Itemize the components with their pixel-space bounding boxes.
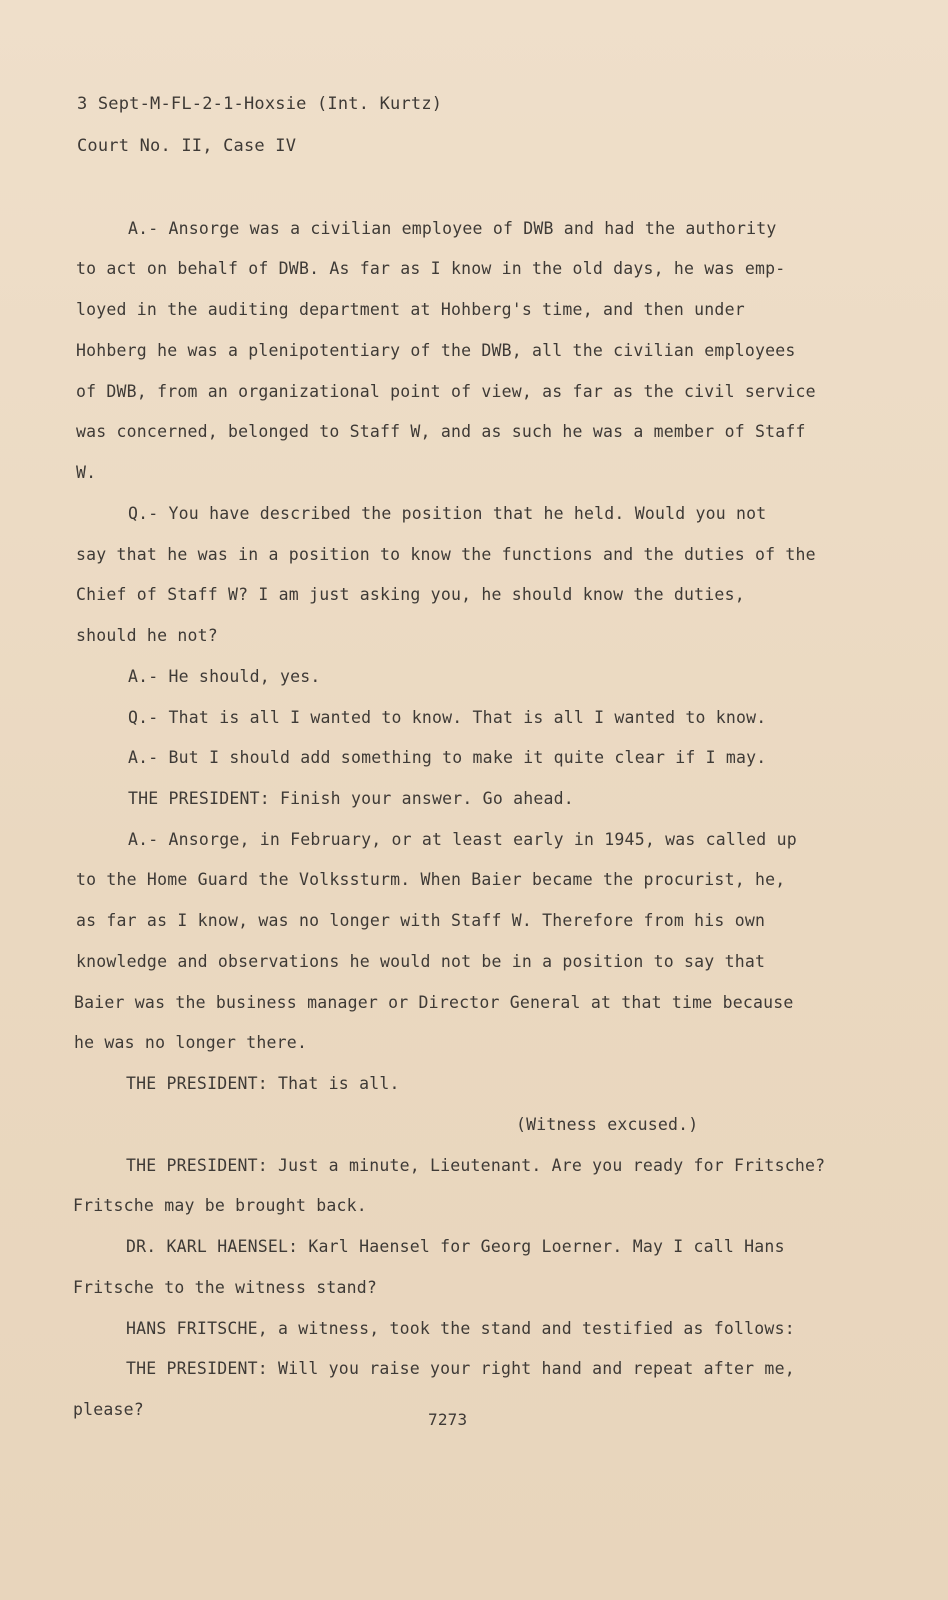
transcript-line: of DWB, from an organizational point of view, as far as the civil service [76,382,816,401]
transcript-line: (Witness excused.) [516,1115,699,1134]
transcript-line: say that he was in a position to know the functions and the duties of the [76,545,816,564]
transcript-line: loyed in the auditing department at Hohberg's time, and then under [76,300,745,319]
transcript-line: A.- Ansorge, in February, or at least early in 1945, was called up [128,830,797,849]
transcript-line: please? [73,1400,144,1419]
transcript-line: he was no longer there. [74,1033,308,1052]
transcript-line: THE PRESIDENT: Finish your answer. Go ahead. [128,789,574,808]
transcript-line: A.- But I should add something to make it quite clear if I may. [128,748,767,767]
transcript-line: as far as I know, was no longer with Staff W. Therefore from his own [76,911,766,930]
transcript-line: Fritsche may be brought back. [73,1196,367,1215]
transcript-line: Baier was the business manager or Director General at that time because [74,993,794,1012]
transcript-line: Fritsche to the witness stand? [73,1278,378,1297]
transcript-line: A.- Ansorge was a civilian employee of DWB and had the authority [128,219,777,238]
header-court-case: Court No. II, Case IV [77,136,297,156]
transcript-line: THE PRESIDENT: Will you raise your right hand and repeat after me, [126,1359,795,1378]
transcript-line: was concerned, belonged to Staff W, and as such he was a member of Staff [76,422,806,441]
transcript-line: Hohberg he was a plenipotentiary of the DWB, all the civilian employees [76,341,796,360]
transcript-line: to the Home Guard the Volkssturm. When Baier became the procurist, he, [76,870,786,889]
transcript-line: THE PRESIDENT: That is all. [126,1074,400,1093]
transcript-line: THE PRESIDENT: Just a minute, Lieutenant. Are you ready for Fritsche? [126,1156,826,1175]
transcript-line: DR. KARL HAENSEL: Karl Haensel for Georg Loerner. May I call Hans [126,1237,785,1256]
page-number: 7273 [428,1410,468,1429]
transcript-line: A.- He should, yes. [128,667,321,686]
header-case-reference: 3 Sept-M-FL-2-1-Hoxsie (Int. Kurtz) [77,94,443,114]
transcript-line: HANS FRITSCHE, a witness, took the stand and testified as follows: [126,1319,795,1338]
transcript-line: should he not? [76,626,218,645]
transcript-line: Q.- That is all I wanted to know. That is all I wanted to know. [128,708,767,727]
transcript-line: W. [76,463,97,482]
transcript-line: to act on behalf of DWB. As far as I know in the old days, he was emp- [76,259,786,278]
transcript-line: Chief of Staff W? I am just asking you, he should know the duties, [76,585,745,604]
transcript-line: knowledge and observations he would not be in a position to say that [76,952,766,971]
transcript-line: Q.- You have described the position that he held. Would you not [128,504,767,523]
